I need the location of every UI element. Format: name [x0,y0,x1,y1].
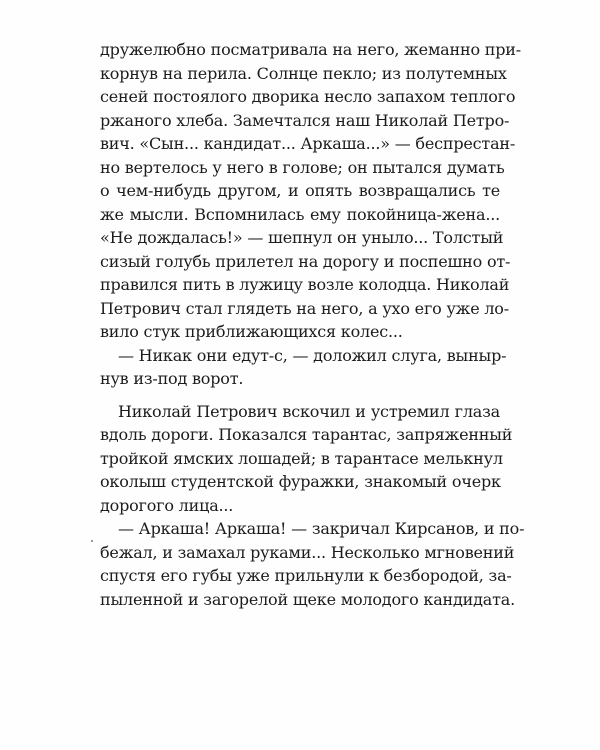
text-line: но вертелось у него в голове; он пытался думать [100,157,505,177]
paragraph-1 [100,38,521,344]
text-line: вдоль дороги. Показался тарантас, запряженный [100,425,513,444]
body-text [100,38,525,611]
paragraph-gap [100,391,500,400]
text-line: корнув на перила. Солнце пекло; из полутемных [100,63,507,83]
text-line: ржаного хлеба. Замечтался наш Николай Петро- [100,110,510,130]
text-line: вило стук приближающихся колес... [100,322,403,341]
text-line: тройкой ямских лошадей; в тарантасе мелькнул [100,448,503,468]
text-line: о чем-нибудь другом, и опять возвращались те [100,181,500,200]
text-line: Петрович стал глядеть на него, а ухо его уже ло- [100,298,509,318]
text-line: — Аркаша! Аркаша! — закричал Кирсанов, и по- [118,519,525,538]
text-line: правился пить в лужицу возле колодца. Николай [100,275,510,294]
text-line: — Никак они едут-с, — доложил слуга, выныр- [118,345,507,365]
text-line: нув из-под ворот. [100,369,244,388]
paragraph-4 [100,517,525,611]
text-line: спустя его губы уже прильнули к безбородой, за- [100,566,512,585]
text-line: бежал, и замахал руками... Несколько мгновений [100,542,515,562]
scan-speck [91,540,93,542]
paragraph-2 [100,344,507,391]
text-line: околыш студентской фуражки, знакомый очерк [100,472,501,491]
paragraph-3 [100,400,513,518]
text-line: же мысли. Вспомнилась ему покойница-жена... [100,204,500,224]
text-line: сизый голубь прилетел на дорогу и поспешно от- [100,251,511,271]
text-line: Николай Петрович вскочил и устремил глаза [118,401,500,421]
text-line: дорогого лица... [100,495,234,515]
text-line: сеней постоялого дворика несло запахом теплого [100,87,516,106]
text-line: «Не дождалась!» — шепнул он уныло... Толстый [100,228,504,247]
text-line: дружелюбно посматривала на него, жеманно при- [100,40,521,59]
text-line: вич. «Сын... кандидат... Аркаша...» — беспрестан- [100,134,516,153]
text-line: пыленной и загорелой щеке молодого кандидата. [100,589,515,609]
